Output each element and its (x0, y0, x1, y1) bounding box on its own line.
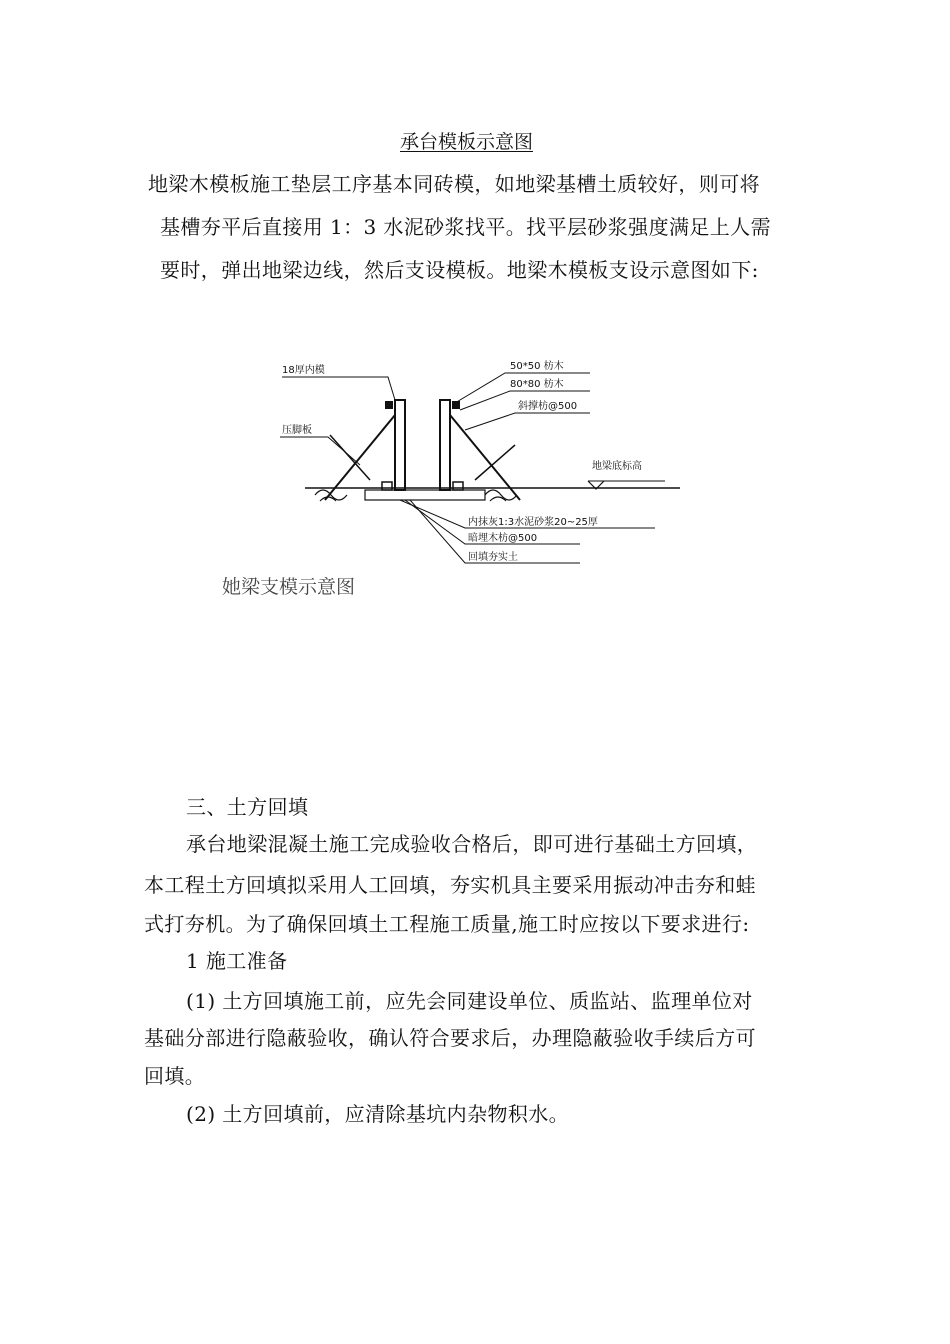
diagram-caption: 她梁支模示意图 (222, 576, 356, 598)
section-para-line-1: 承台地梁混凝土施工完成验收合格后，即可进行基础土方回填， (186, 832, 758, 856)
intro-line-3: 要时，弹出地梁边线，然后支设模板。地梁木模板支设示意图如下: (160, 258, 759, 282)
soil-hatch (315, 490, 517, 501)
label-timber-80: 80*80 枋木 (510, 379, 564, 390)
label-inner-form: 18厚内模 (282, 365, 325, 376)
label-brace: 斜撑枋@500 (518, 401, 578, 412)
label-backfill: 回填夯实土 (468, 552, 518, 563)
section-heading: 三、土方回填 (186, 795, 309, 819)
label-buried-timber: 暗埋木枋@500 (468, 533, 538, 544)
ground-beam-formwork-diagram (270, 355, 690, 575)
sub-heading: 1 施工准备 (186, 949, 288, 973)
intro-line-2: 基槽夯平后直接用 1：3 水泥砂浆找平。找平层砂浆强度满足上人需 (160, 215, 771, 239)
item1-line-2: 基础分部进行隐蔽验收，确认符合要求后，办理隐蔽验收手续后方可 (144, 1026, 756, 1050)
label-plaster: 内抹灰1:3水泥砂浆20~25厚 (468, 517, 598, 528)
item2: (2) 土方回填前，应清除基坑内杂物积水。 (186, 1102, 570, 1126)
label-beam-bottom: 地梁底标高 (592, 461, 642, 472)
item1-line-3: 回填。 (144, 1064, 206, 1088)
label-kick-board: 压脚板 (282, 425, 312, 436)
page-title: 承台模板示意图 (400, 131, 534, 153)
label-timber-50: 50*50 枋木 (510, 361, 564, 372)
item1-line-1: (1) 土方回填施工前，应先会同建设单位、质监站、监理单位对 (186, 989, 753, 1013)
section-para-line-2: 本工程土方回填拟采用人工回填，夯实机具主要采用振动冲击夯和蛙 (144, 873, 756, 897)
section-para-line-3: 式打夯机。为了确保回填土工程施工质量,施工时应按以下要求进行: (144, 912, 750, 936)
intro-line-1: 地梁木模板施工垫层工序基本同砖模，如地梁基槽土质较好，则可将 (148, 172, 760, 196)
